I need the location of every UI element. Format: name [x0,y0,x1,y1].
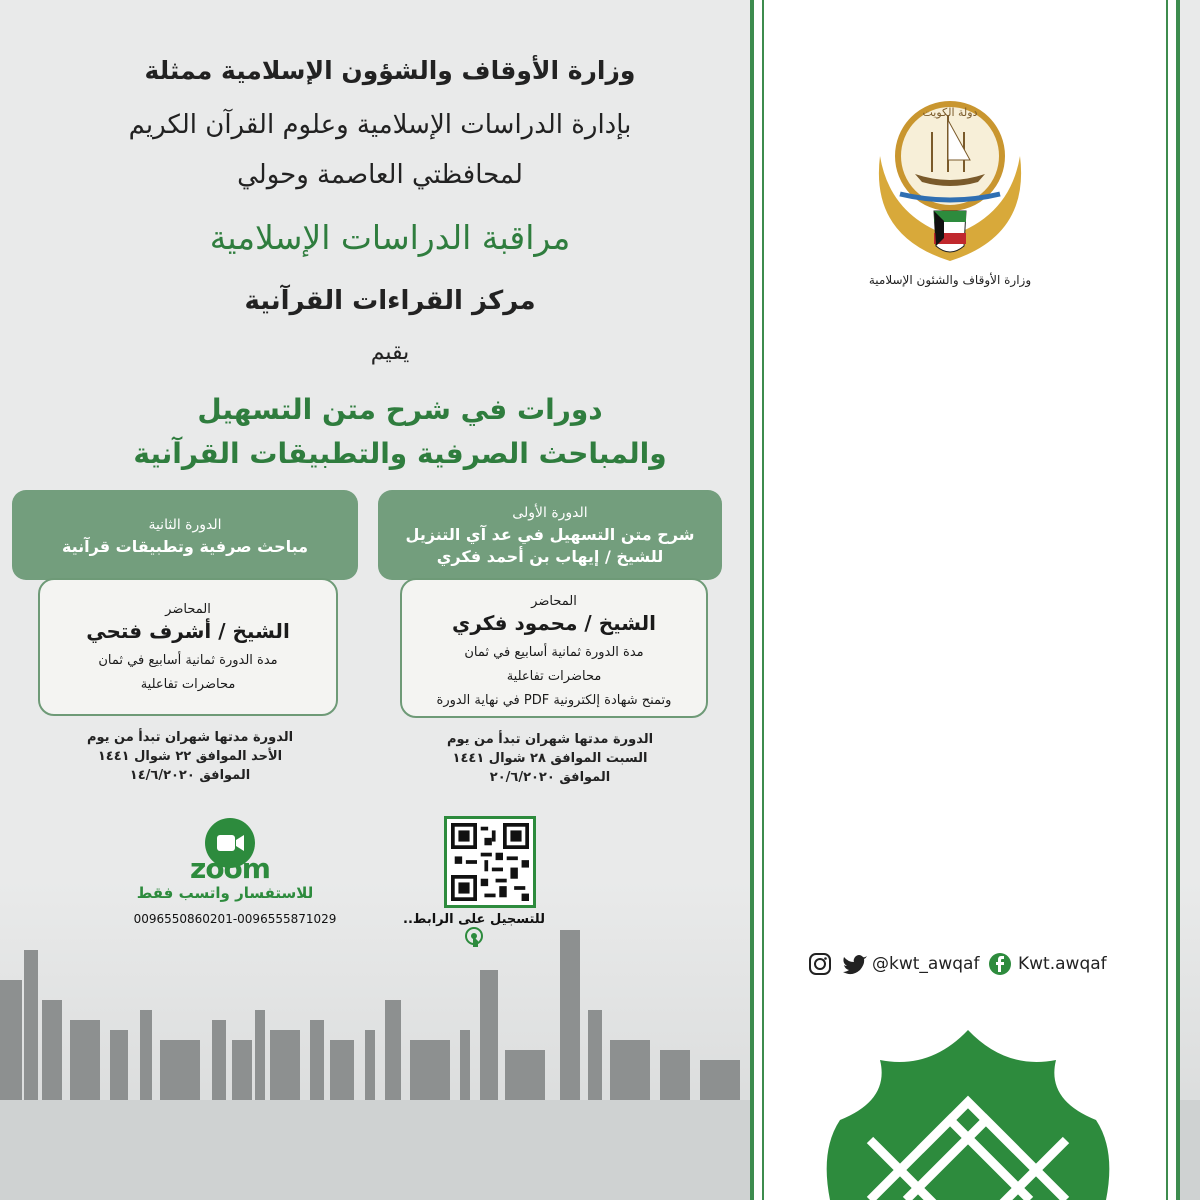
course-2-detail-1: مدة الدورة ثمانية أسابيع في ثمان [98,653,278,668]
course-2-detail-2: محاضرات تفاعلية [140,677,236,692]
registration-link-text[interactable] [394,912,554,949]
course-1-dates [400,730,700,787]
facebook-icon[interactable] [988,952,1012,976]
course-1-dates-line-2: السبت الموافق ٢٨ شوال ١٤٤١ [452,751,648,766]
emblem-ring-text: وزارة الأوقاف والشئون الإسلامية [868,273,1032,287]
course-1-name-line-1: شرح متن التسهيل في عد آي التنزيل [405,525,695,544]
whatsapp-inquiry-text: للاستفسار واتسب فقط [136,884,314,902]
course-1-detail-2: محاضرات تفاعلية [506,669,602,684]
center-name: مركز القراءات القرآنية [244,286,536,316]
social-links [808,948,1118,982]
course-2-label: الدورة الثانية [148,517,222,533]
course-2-dates [40,728,340,785]
instagram-icon[interactable] [808,952,832,976]
ministry-emblem [860,86,1040,296]
phone-numbers: 0096550860201-0096555871029 [133,912,337,926]
course-2-dates-line-3: الموافق ١٤/٦/٢٠٢٠ [129,768,251,783]
islamic-knot-ornament [810,1030,1126,1200]
registration-qr-code[interactable] [444,816,536,908]
zoom-label: zoom [190,852,270,885]
course-1-dates-line-3: الموافق ٢٠/٦/٢٠٢٠ [489,770,611,785]
course-2-dates-line-1: الدورة مدتها شهران تبدأ من يوم [86,730,294,745]
presents-text: يقيم [370,340,410,365]
registration-label: للتسجيل على الرابط.. [403,912,545,927]
facebook-handle[interactable]: Kwt.awqaf [1018,954,1107,974]
course-2-header [12,490,358,580]
courses-title-line-1: دورات في شرح متن التسهيل [197,393,603,426]
header-line-3: لمحافظتي العاصمة وحولي [237,160,523,190]
course-2-lecturer-label: المحاضر [165,602,211,617]
course-2-lecturer-name: الشيخ / أشرف فتحي [86,619,290,643]
tap-hand-icon [463,927,485,949]
course-1-dates-line-1: الدورة مدتها شهران تبدأ من يوم [446,732,654,747]
emblem-top-text: دولة الكويت [922,106,978,119]
course-1-lecturer-box [400,578,708,718]
department-title: مراقبة الدراسات الإسلامية [209,218,571,257]
course-1-lecturer-label: المحاضر [531,594,577,609]
course-2-lecturer-box [38,578,338,716]
twitter-icon[interactable] [842,952,868,976]
course-1-label: الدورة الأولى [512,505,588,521]
qr-code-icon [451,823,529,901]
course-1-detail-1: مدة الدورة ثمانية أسابيع في ثمان [464,645,644,660]
course-2-name-line-1: مباحث صرفية وتطبيقات قرآنية [61,537,309,556]
course-1-header [378,490,722,580]
twitter-handle[interactable]: @kwt_awqaf [872,954,980,974]
header-line-2: بإدارة الدراسات الإسلامية وعلوم القرآن الكريم [128,110,632,140]
course-1-name-line-2: للشيخ / إيهاب بن أحمد فكري [436,547,664,566]
course-1-lecturer-name: الشيخ / محمود فكري [452,611,656,635]
courses-title [80,388,720,476]
course-2-dates-line-2: الأحد الموافق ٢٢ شوال ١٤٤١ [97,749,283,764]
header-line-1: وزارة الأوقاف والشؤون الإسلامية ممثلة [144,56,636,85]
course-1-detail-3: وتمنح شهادة إلكترونية PDF في نهاية الدورة [436,693,672,708]
courses-title-line-2: والمباحث الصرفية والتطبيقات القرآنية [133,437,667,470]
